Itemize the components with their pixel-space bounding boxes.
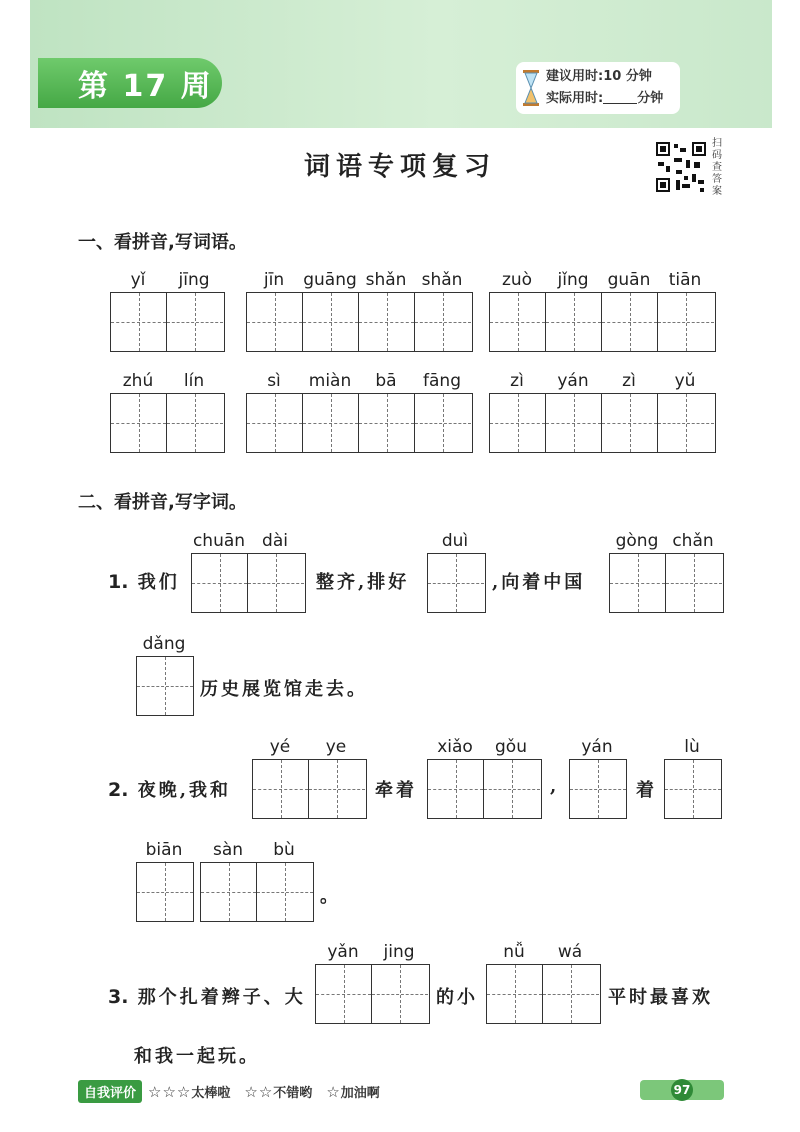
pinyin: zhú	[122, 371, 154, 391]
grid-cell[interactable]	[490, 394, 546, 452]
pinyin: fāng	[423, 371, 461, 391]
grid-cell[interactable]	[137, 657, 193, 715]
writing-grid[interactable]	[136, 656, 194, 716]
question-3-text: 3. 那个扎着辫子、大	[108, 986, 306, 1008]
grid-cell[interactable]	[253, 760, 309, 818]
pinyin: shǎn	[365, 270, 407, 290]
grid-cell[interactable]	[111, 293, 167, 351]
pinyin: yǐ	[130, 270, 146, 290]
grid-cell[interactable]	[490, 293, 546, 351]
grid-cell[interactable]	[665, 760, 721, 818]
hourglass-icon	[522, 70, 540, 106]
grid-cell[interactable]	[137, 863, 193, 921]
grid-cell[interactable]	[658, 293, 714, 351]
question-2-text: 着	[636, 780, 657, 801]
writing-grid[interactable]	[427, 759, 542, 819]
question-3-text: 的小	[436, 987, 478, 1008]
grid-cell[interactable]	[316, 965, 372, 1023]
pinyin: dài	[262, 531, 288, 551]
question-3-text: 平时最喜欢	[608, 987, 713, 1008]
grid-cell[interactable]	[428, 760, 484, 818]
qr-caption: 扫码查答案	[712, 138, 722, 197]
actual-time: 实际用时: 分钟	[546, 91, 664, 106]
suggested-time: 建议用时:10 分钟	[546, 69, 652, 84]
grid-cell[interactable]	[303, 293, 359, 351]
grid-cell[interactable]	[602, 293, 658, 351]
grid-cell[interactable]	[111, 394, 167, 452]
pinyin: ye	[325, 737, 347, 757]
pinyin: zì	[510, 371, 524, 391]
writing-grid[interactable]	[246, 393, 473, 453]
pinyin: xiǎo	[437, 737, 473, 757]
star-icon: ☆	[244, 1083, 258, 1101]
grid-cell[interactable]	[428, 554, 484, 612]
writing-grid[interactable]	[252, 759, 367, 819]
pinyin: wá	[557, 942, 583, 962]
grid-cell[interactable]	[602, 394, 658, 452]
writing-grid[interactable]	[191, 553, 306, 613]
writing-grid[interactable]	[110, 393, 225, 453]
question-2-text: ,	[550, 776, 560, 797]
grid-cell[interactable]	[257, 863, 313, 921]
grid-cell[interactable]	[247, 394, 303, 452]
writing-grid[interactable]	[569, 759, 627, 819]
star-icon: ☆	[162, 1083, 176, 1101]
grid-cell[interactable]	[247, 293, 303, 351]
time-box	[516, 62, 680, 114]
writing-grid[interactable]	[609, 553, 724, 613]
rating-good[interactable]: ☆☆不错哟	[244, 1083, 313, 1101]
question-1-text: ,向着中国	[492, 572, 586, 593]
week-label: 第 17 周	[38, 58, 222, 108]
section2-heading: 二、看拼音,写字词。	[78, 492, 247, 513]
question-2-text: 2. 夜晚,我和	[108, 779, 232, 801]
pinyin: sì	[267, 371, 281, 391]
pinyin: chǎn	[672, 531, 714, 551]
pinyin: guāng	[303, 270, 357, 290]
rating-keep-going[interactable]: ☆加油啊	[326, 1083, 380, 1101]
page-title: 词语专项复习	[303, 152, 496, 182]
pinyin: bù	[273, 840, 295, 860]
pinyin: lín	[183, 371, 205, 391]
grid-cell[interactable]	[359, 394, 415, 452]
question-3-text: 和我一起玩。	[134, 1046, 260, 1067]
pinyin: chuān	[192, 531, 246, 551]
pinyin: biān	[145, 840, 183, 860]
grid-cell[interactable]	[543, 965, 599, 1023]
pinyin: yǔ	[674, 371, 696, 391]
grid-cell[interactable]	[610, 554, 666, 612]
grid-cell[interactable]	[546, 293, 602, 351]
grid-cell[interactable]	[248, 554, 304, 612]
grid-cell[interactable]	[359, 293, 415, 351]
pinyin: bā	[375, 371, 397, 391]
question-1-text: 1. 我们	[108, 571, 180, 593]
grid-cell[interactable]	[167, 293, 223, 351]
grid-cell[interactable]	[487, 965, 543, 1023]
self-evaluation	[78, 1080, 394, 1103]
pinyin: shǎn	[421, 270, 463, 290]
pinyin: jing	[383, 942, 415, 962]
pinyin: guān	[607, 270, 651, 290]
grid-cell[interactable]	[666, 554, 722, 612]
writing-grid[interactable]	[315, 964, 430, 1024]
star-icon: ☆	[176, 1083, 191, 1101]
star-icon: ☆	[148, 1083, 162, 1101]
writing-grid[interactable]	[200, 862, 314, 922]
pinyin: duì	[441, 531, 469, 551]
pinyin: gòng	[615, 531, 659, 551]
grid-cell[interactable]	[201, 863, 257, 921]
pinyin: jǐng	[557, 270, 589, 290]
pinyin: zuò	[501, 270, 533, 290]
grid-cell[interactable]	[546, 394, 602, 452]
writing-grid[interactable]	[489, 292, 716, 352]
pinyin: lù	[684, 737, 700, 757]
pinyin: yán	[581, 737, 613, 757]
pinyin: yán	[557, 371, 589, 391]
question-1-text: 整齐,排好	[316, 572, 410, 593]
pinyin: tiān	[668, 270, 702, 290]
writing-grid[interactable]	[486, 964, 601, 1024]
pinyin: yé	[269, 737, 291, 757]
page-number: 97	[671, 1079, 693, 1101]
section1-heading: 一、看拼音,写词语。	[78, 232, 247, 253]
pinyin: miàn	[308, 371, 352, 391]
writing-grid[interactable]	[664, 759, 722, 819]
star-icon: ☆	[258, 1083, 273, 1101]
writing-grid[interactable]	[427, 553, 486, 613]
grid-cell[interactable]	[415, 293, 471, 351]
grid-cell[interactable]	[658, 394, 714, 452]
grid-cell[interactable]	[192, 554, 248, 612]
question-2-text: 。	[320, 886, 341, 907]
grid-cell[interactable]	[309, 760, 365, 818]
question-2-text: 牵着	[375, 780, 417, 801]
pinyin: yǎn	[327, 942, 359, 962]
grid-cell[interactable]	[570, 760, 626, 818]
pinyin: nǚ	[503, 942, 525, 962]
pinyin: zì	[622, 371, 636, 391]
star-icon: ☆	[326, 1083, 340, 1101]
writing-grid[interactable]	[489, 393, 716, 453]
writing-grid[interactable]	[136, 862, 194, 922]
pinyin: jīn	[263, 270, 285, 290]
grid-cell[interactable]	[303, 394, 359, 452]
question-1-text: 历史展览馆走去。	[200, 679, 368, 700]
grid-cell[interactable]	[415, 394, 471, 452]
pinyin: jīng	[178, 270, 210, 290]
pinyin: gǒu	[495, 737, 527, 757]
self-eval-badge: 自我评价	[78, 1080, 142, 1103]
writing-grid[interactable]	[110, 292, 225, 352]
grid-cell[interactable]	[167, 394, 223, 452]
grid-cell[interactable]	[484, 760, 540, 818]
pinyin: dǎng	[142, 634, 186, 654]
page-number-badge	[640, 1080, 724, 1100]
rating-great[interactable]: ☆☆☆太棒啦	[148, 1083, 231, 1101]
pinyin: sàn	[212, 840, 244, 860]
grid-cell[interactable]	[372, 965, 428, 1023]
writing-grid[interactable]	[246, 292, 473, 352]
qr-code-icon[interactable]	[654, 140, 708, 194]
actual-time-blank[interactable]	[603, 89, 637, 104]
